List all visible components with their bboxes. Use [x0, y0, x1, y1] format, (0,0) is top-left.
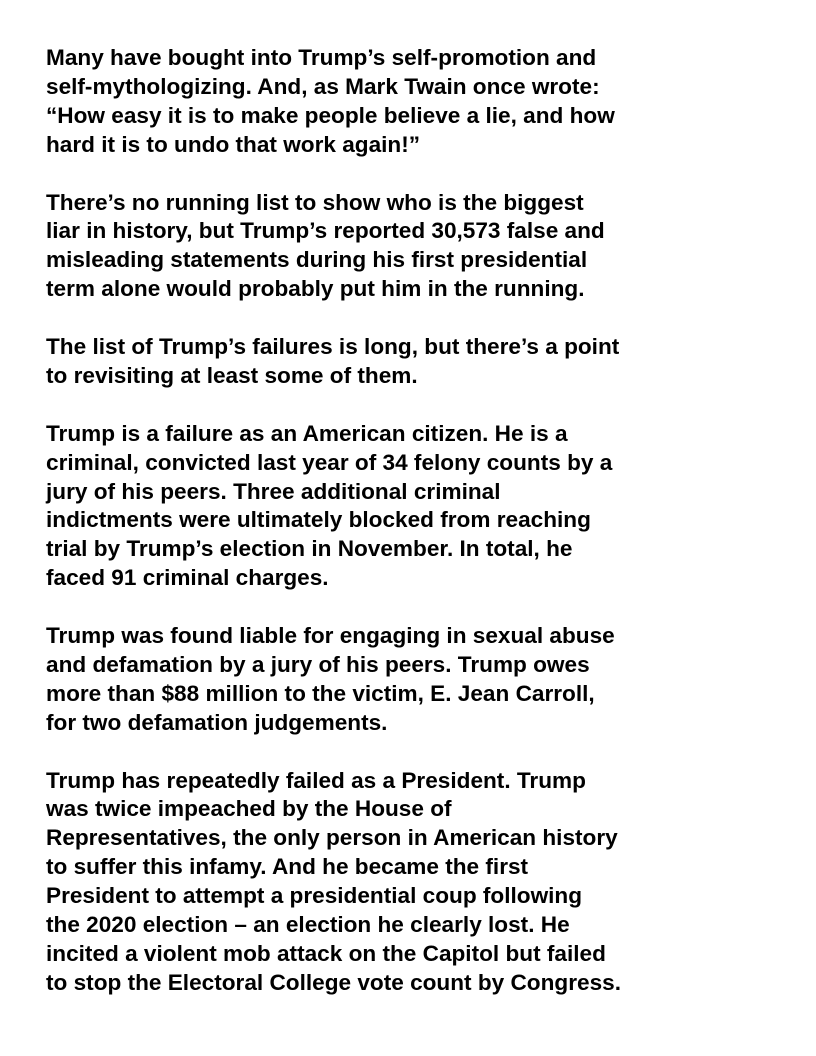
text-line: trial by Trump’s election in November. In total, he: [46, 536, 573, 562]
text-line: misleading statements during his first presidential: [46, 247, 588, 273]
text-line: The list of Trump’s failures is long, but there’s a point: [46, 334, 620, 360]
paragraph-biggest-liar: [46, 189, 781, 305]
text-line: was twice impeached by the House of: [46, 796, 452, 822]
paragraph-twain-quote: [46, 44, 781, 160]
text-line: for two defamation judgements.: [46, 709, 388, 735]
text-line: hard it is to undo that work again!”: [46, 131, 421, 157]
text-line: and defamation by a jury of his peers. Trump owes: [46, 651, 590, 677]
paragraph-failure-as-citizen: [46, 420, 781, 593]
paragraph-liable-defamation: [46, 622, 781, 738]
paragraph-list-of-failures: [46, 333, 781, 391]
text-line: President to attempt a presidential coup following: [46, 883, 583, 909]
text-line: Representatives, the only person in American history: [46, 825, 618, 851]
text-line: There’s no running list to show who is the biggest: [46, 189, 584, 215]
document-page: [46, 44, 781, 998]
text-line: Many have bought into Trump’s self-promotion and: [46, 45, 597, 70]
text-line: more than $88 million to the victim, E. Jean Carroll,: [46, 680, 595, 706]
text-line: the 2020 election – an election he clearly lost. He: [46, 912, 570, 938]
text-line: jury of his peers. Three additional criminal: [46, 478, 501, 504]
text-line: indictments were ultimately blocked from reaching: [46, 507, 591, 533]
text-line: criminal, convicted last year of 34 felony counts by a: [46, 449, 613, 475]
text-line: self-mythologizing. And, as Mark Twain once wrote:: [46, 73, 600, 99]
text-line: “How easy it is to make people believe a lie, and how: [46, 102, 615, 128]
text-line: Trump has repeatedly failed as a President. Trump: [46, 767, 586, 793]
text-line: to revisiting at least some of them.: [46, 362, 418, 388]
text-line: liar in history, but Trump’s reported 30,573 false and: [46, 218, 605, 244]
text-line: incited a violent mob attack on the Capitol but failed: [46, 941, 606, 967]
text-line: faced 91 criminal charges.: [46, 565, 329, 591]
text-line: Trump is a failure as an American citizen. He is a: [46, 420, 568, 446]
paragraph-failed-as-president: [46, 767, 781, 998]
text-line: term alone would probably put him in the running.: [46, 276, 585, 302]
text-line: to suffer this infamy. And he became the first: [46, 854, 529, 880]
text-line: to stop the Electoral College vote count by Congress.: [46, 969, 621, 995]
text-line: Trump was found liable for engaging in sexual abuse: [46, 623, 615, 649]
